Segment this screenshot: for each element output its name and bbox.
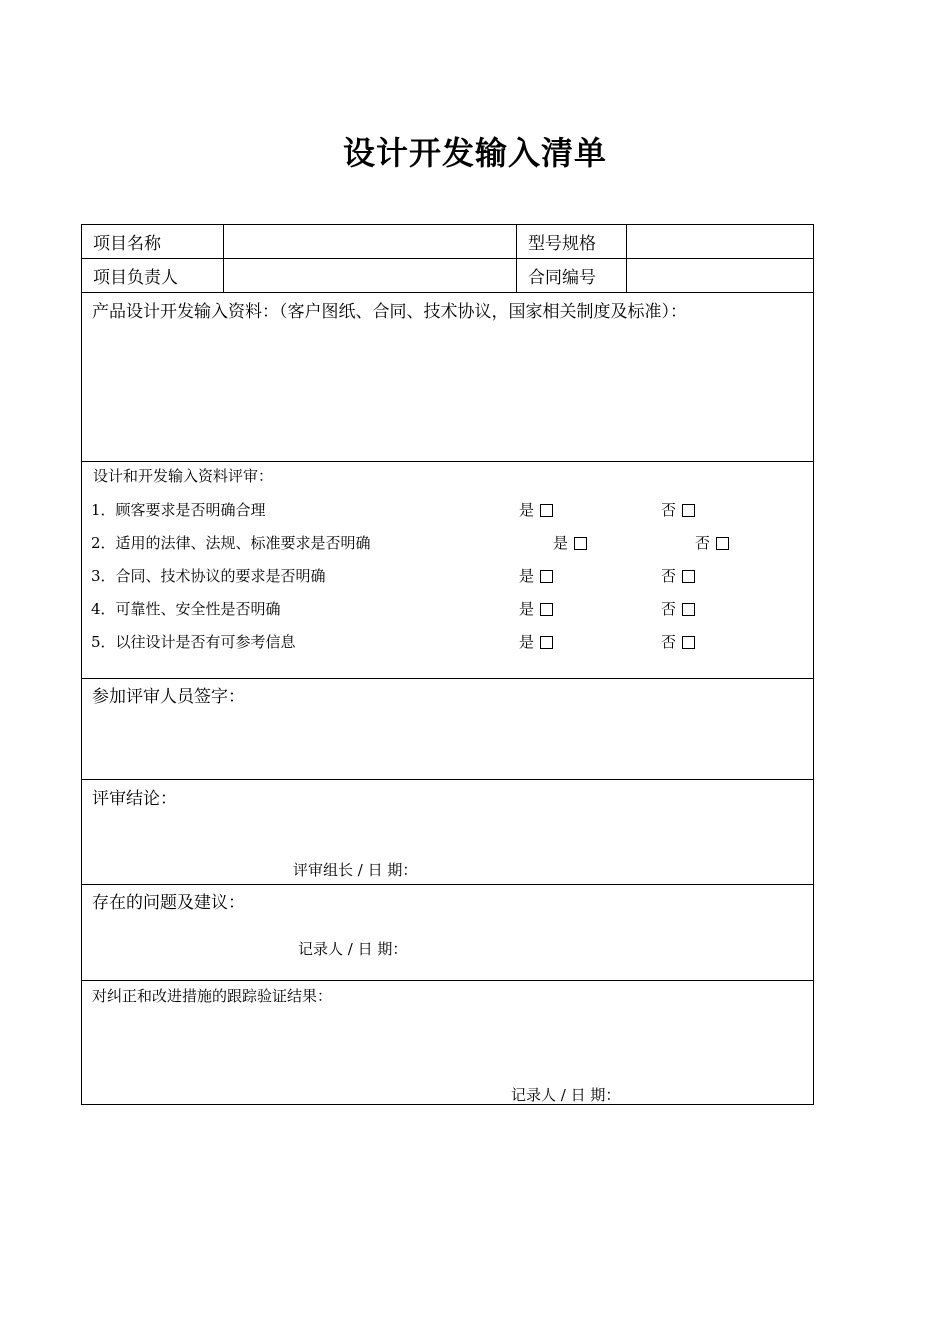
project-lead-label: 项目负责人 [93, 268, 178, 288]
row-divider [82, 461, 813, 462]
input-materials-label: 产品设计开发输入资料：（客户图纸、合同、技术协议，国家相关制度及标准）： [92, 302, 687, 322]
review-heading: 设计和开发输入资料评审： [93, 467, 274, 485]
review-item: 2．适用的法律、法规、标准要求是否明确 [91, 534, 371, 552]
no-option[interactable]: 否 [661, 499, 695, 520]
project-lead-field[interactable] [232, 263, 512, 289]
checkbox-icon[interactable] [716, 537, 729, 550]
column-divider [223, 225, 224, 292]
checkbox-icon[interactable] [682, 570, 695, 583]
verification-result-label: 对纠正和改进措施的跟踪验证结果： [92, 987, 333, 1005]
row-divider [82, 980, 813, 981]
recorder-date-label: 记录人 / 日 期： [511, 1086, 621, 1104]
contract-no-field[interactable] [634, 263, 809, 289]
yes-option[interactable]: 是 [519, 598, 553, 619]
column-divider [626, 225, 627, 292]
reviewers-signature-label: 参加评审人员签字： [92, 687, 245, 707]
project-name-label: 项目名称 [93, 234, 161, 254]
checkbox-icon[interactable] [574, 537, 587, 550]
review-item: 3．合同、技术协议的要求是否明确 [91, 567, 326, 585]
recorder-date-label: 记录人 / 日 期： [298, 940, 408, 958]
model-spec-label: 型号规格 [528, 234, 596, 254]
review-item: 5．以往设计是否有可参考信息 [91, 633, 296, 651]
no-option[interactable]: 否 [695, 532, 729, 553]
row-divider [82, 258, 813, 259]
review-item: 1．顾客要求是否明确合理 [91, 501, 266, 519]
checkbox-icon[interactable] [682, 636, 695, 649]
review-item: 4．可靠性、安全性是否明确 [91, 600, 281, 618]
row-divider [82, 292, 813, 293]
checkbox-icon[interactable] [540, 636, 553, 649]
checkbox-icon[interactable] [682, 603, 695, 616]
issues-suggestions-label: 存在的问题及建议： [92, 893, 245, 913]
column-divider [516, 225, 517, 292]
yes-option[interactable]: 是 [519, 565, 553, 586]
no-option[interactable]: 否 [661, 598, 695, 619]
row-divider [82, 884, 813, 885]
model-spec-field[interactable] [634, 229, 809, 255]
checkbox-icon[interactable] [540, 504, 553, 517]
checkbox-icon[interactable] [540, 603, 553, 616]
yes-option[interactable]: 是 [519, 631, 553, 652]
project-name-field[interactable] [232, 229, 512, 255]
review-conclusion-label: 评审结论： [92, 789, 177, 809]
input-checklist-form [81, 224, 814, 1105]
checkbox-icon[interactable] [540, 570, 553, 583]
page-title: 设计开发输入清单 [342, 134, 607, 172]
yes-option[interactable]: 是 [553, 532, 587, 553]
review-leader-date-label: 评审组长 / 日 期： [293, 861, 418, 879]
no-option[interactable]: 否 [661, 631, 695, 652]
row-divider [82, 678, 813, 679]
contract-no-label: 合同编号 [528, 268, 596, 288]
row-divider [82, 779, 813, 780]
yes-option[interactable]: 是 [519, 499, 553, 520]
no-option[interactable]: 否 [661, 565, 695, 586]
checkbox-icon[interactable] [682, 504, 695, 517]
